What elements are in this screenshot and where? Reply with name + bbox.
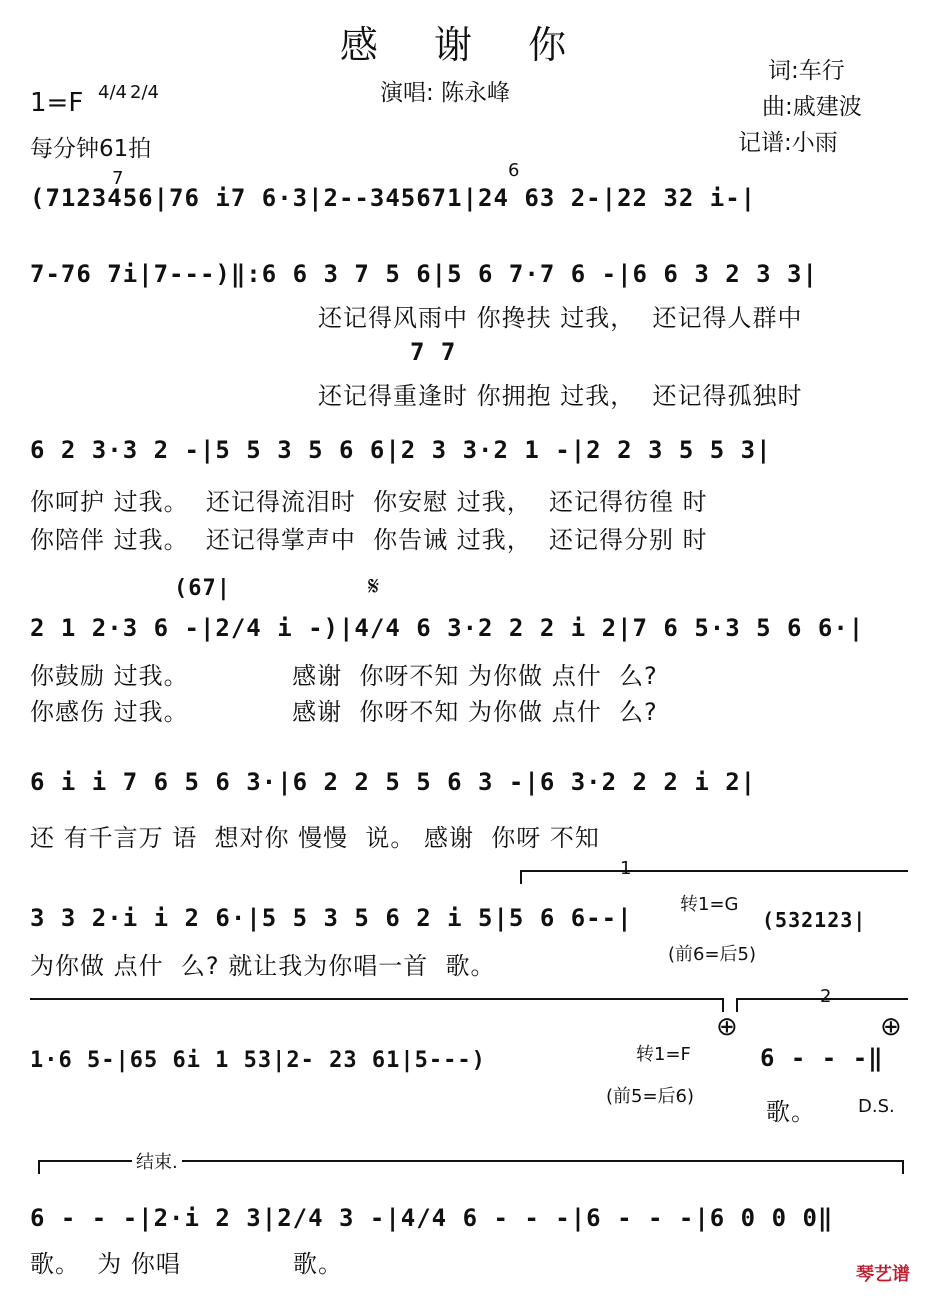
coda-section-tick bbox=[38, 1160, 40, 1174]
modulation-f-note: (前5=后6) bbox=[606, 1086, 695, 1107]
score-row-5: 6 i i 7 6 5 6 3·|6 2 2 5 5 6 3 -|6 3·2 2 2 i 2| bbox=[30, 768, 757, 796]
tempo-marking: 每分钟61拍 bbox=[30, 136, 152, 162]
ending-number-2: 2 bbox=[820, 986, 832, 1007]
coda-section-tick bbox=[902, 1160, 904, 1174]
score-row-3: 6 2 3·3 2 -|5 5 3 5 6 6|2 3 3·2 1 -|2 2 3 5 5 3| bbox=[30, 436, 772, 464]
watermark-logo: 琴艺谱 bbox=[856, 1264, 910, 1285]
lyric-row-4-verse-2: 你感伤 过我。 感谢 你呀不知 为你做 点什 么? bbox=[30, 698, 658, 726]
composer-credit: 曲:戚建波 bbox=[762, 94, 862, 120]
ending-line bbox=[30, 998, 722, 1000]
score-row-6: 3 3 2·i i 2 6·|5 5 3 5 6 2 i 5|5 6 6--| bbox=[30, 904, 633, 932]
modulation-g: 转1=G bbox=[680, 894, 739, 915]
score-row-7: 1·6 5-|65 6i 1 53|2- 23 61|5---) bbox=[30, 1048, 486, 1073]
ending-line-tick bbox=[722, 998, 724, 1012]
score-row-1: (7123456|76 i7 6·3|2--345671|24 63 2-|22 32 i-| bbox=[30, 184, 757, 212]
lyric-row-4-verse-1: 你鼓励 过我。 感谢 你呀不知 为你做 点什 么? bbox=[30, 662, 658, 690]
lyric-row-3-verse-1: 你呵护 过我。 还记得流泪时 你安慰 过我， 还记得彷徨 时 bbox=[30, 488, 708, 516]
score-row-7-second-ending: 6 - - -‖ bbox=[760, 1044, 884, 1072]
dal-segno-mark: D.S. bbox=[858, 1096, 895, 1117]
lyric-row-6: 为你做 点什 么? 就让我为你唱一首 歌。 bbox=[30, 952, 496, 980]
score-row-2: 7-76 7i|7---)‖:6 6 3 7 5 6|5 6 7·7 6 -|6 6 3 2 3 3| bbox=[30, 260, 818, 288]
song-title: 感 谢 你 bbox=[339, 23, 589, 67]
key-signature: 1=F bbox=[30, 88, 84, 118]
lyric-row-2-verse-1: 还记得风雨中 你搀扶 过我， 还记得人群中 bbox=[318, 304, 803, 332]
end-label: 结束. bbox=[132, 1148, 182, 1174]
lyric-row-8: 歌。 为 你唱 歌。 bbox=[30, 1250, 344, 1278]
lyric-row-7: 歌。 bbox=[766, 1098, 816, 1126]
lyricist-credit: 词:车行 bbox=[768, 58, 845, 84]
ending-bracket-tick bbox=[736, 998, 738, 1012]
score-row-4: 2 1 2·3 6 -|2/4 i -)|4/4 6 3·2 2 2 i 2|7 6 5·3 5 6 6·| bbox=[30, 614, 865, 642]
ending-bracket-tick bbox=[520, 870, 522, 884]
coda-icon: ⊕ bbox=[716, 1012, 738, 1042]
modulation-g-note: (前6=后5) bbox=[668, 944, 757, 965]
transcriber-credit: 记谱:小雨 bbox=[738, 130, 838, 156]
coda-icon: ⊕ bbox=[880, 1012, 902, 1042]
lyric-row-2-verse-2: 还记得重逢时 你拥抱 过我， 还记得孤独时 bbox=[318, 382, 803, 410]
tuplet-mark: 6 bbox=[508, 160, 520, 181]
lyric-row-3-verse-2: 你陪伴 过我。 还记得掌声中 你告诫 过我， 还记得分别 时 bbox=[30, 526, 708, 554]
segno-icon: 𝄋 bbox=[368, 572, 380, 602]
singer-credit: 演唱: 陈永峰 bbox=[380, 80, 511, 106]
time-signature-b: 2/4 bbox=[130, 82, 159, 103]
ending-number-1: 1 bbox=[620, 858, 632, 879]
ending-bracket-1 bbox=[520, 870, 908, 872]
modulation-g-intro: (532123| bbox=[762, 908, 867, 932]
lyric-row-5: 还 有千言万 语 想对你 慢慢 说。 感谢 你呀 不知 bbox=[30, 824, 600, 852]
modulation-f: 转1=F bbox=[636, 1044, 691, 1065]
paren-notes: (67| bbox=[174, 576, 231, 601]
score-row-8: 6 - - -|2·i 2 3|2/4 3 -|4/4 6 - - -|6 - - -|6 0 0 0‖ bbox=[30, 1204, 834, 1232]
alt-notes: 7 7 bbox=[410, 338, 457, 366]
time-signature-a: 4/4 bbox=[98, 82, 127, 103]
tuplet-mark: 7 bbox=[112, 168, 124, 189]
